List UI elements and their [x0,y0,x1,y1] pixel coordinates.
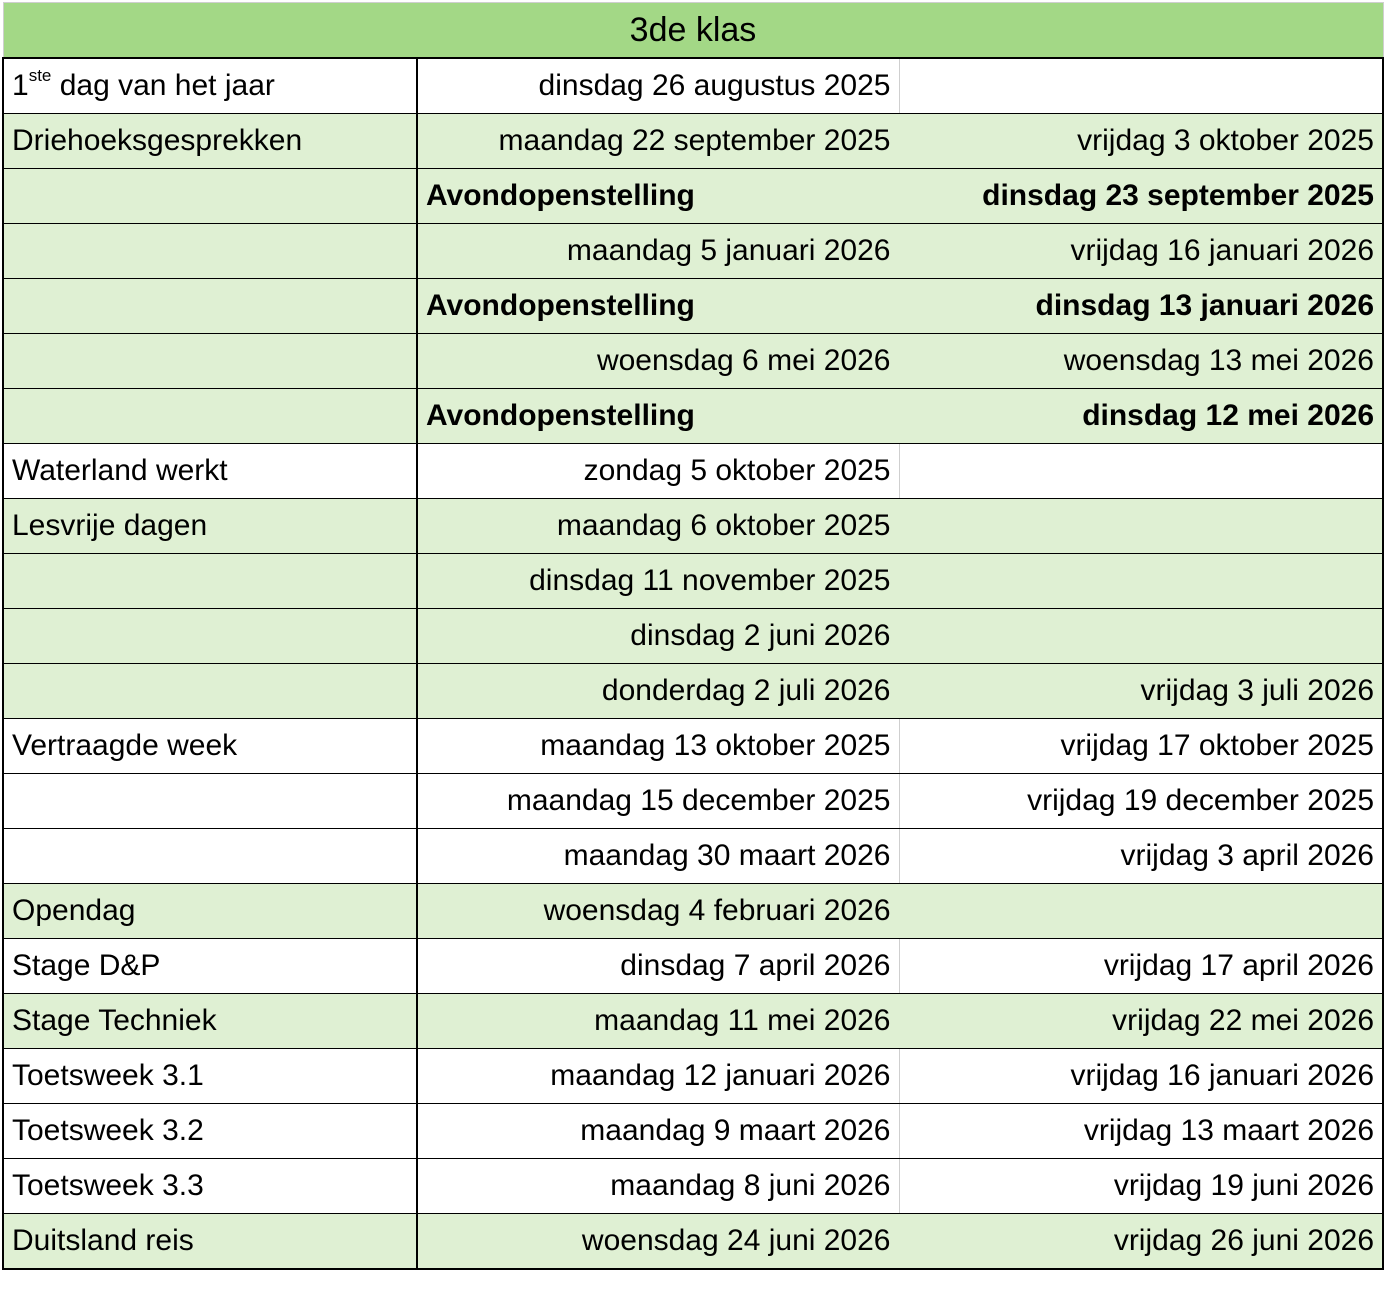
row-end-date: vrijdag 26 juni 2026 [899,1214,1383,1270]
row-label [3,224,417,279]
table-row [3,169,1383,224]
row-start-date: dinsdag 7 april 2026 [417,939,899,994]
row-start-date: woensdag 24 juni 2026 [417,1214,899,1270]
row-label: Vertraagde week [3,719,417,774]
table-row [3,1214,1383,1270]
row-end-date: vrijdag 3 oktober 2025 [899,114,1383,169]
table-row [3,774,1383,829]
row-start-date: zondag 5 oktober 2025 [417,444,899,499]
row-end-date: vrijdag 3 juli 2026 [899,664,1383,719]
row-label [3,609,417,664]
row-end-date [899,609,1383,664]
row-start-date: maandag 30 maart 2026 [417,829,899,884]
row-label: Stage D&P [3,939,417,994]
row-label: Opendag [3,884,417,939]
row-label: Waterland werkt [3,444,417,499]
row-end-date: vrijdag 16 januari 2026 [899,1049,1383,1104]
row-label: Toetsweek 3.2 [3,1104,417,1159]
row-end-date [899,884,1383,939]
table-row [3,609,1383,664]
table-row [3,444,1383,499]
row-end-date: vrijdag 17 oktober 2025 [899,719,1383,774]
table-row [3,664,1383,719]
row-end-date [899,58,1383,114]
row-label [3,774,417,829]
row-end-date: vrijdag 17 april 2026 [899,939,1383,994]
row-start-date: maandag 9 maart 2026 [417,1104,899,1159]
table-row [3,939,1383,994]
table-row [3,58,1383,114]
row-label: Driehoeksgesprekken [3,114,417,169]
table-row [3,334,1383,389]
row-evening-date: dinsdag 23 september 2025 [899,169,1383,224]
schedule-table [2,2,1384,1270]
row-end-date: vrijdag 16 januari 2026 [899,224,1383,279]
row-end-date [899,554,1383,609]
table-row [3,1104,1383,1159]
row-start-date: maandag 6 oktober 2025 [417,499,899,554]
row-label [3,279,417,334]
row-start-date: dinsdag 26 augustus 2025 [417,58,899,114]
row-label: Toetsweek 3.1 [3,1049,417,1104]
row-evening-date: dinsdag 13 januari 2026 [899,279,1383,334]
row-start-date: woensdag 4 februari 2026 [417,884,899,939]
row-start-date: maandag 5 januari 2026 [417,224,899,279]
table-row [3,1049,1383,1104]
row-label: Toetsweek 3.3 [3,1159,417,1214]
table-row [3,279,1383,334]
table-row [3,994,1383,1049]
row-label: Duitsland reis [3,1214,417,1270]
row-label [3,554,417,609]
row-end-date: woensdag 13 mei 2026 [899,334,1383,389]
row-start-date: donderdag 2 juli 2026 [417,664,899,719]
row-start-date: maandag 8 juni 2026 [417,1159,899,1214]
row-start-date: dinsdag 2 juni 2026 [417,609,899,664]
row-evening-label: Avondopenstelling [417,279,899,334]
row-start-date: maandag 13 oktober 2025 [417,719,899,774]
schedule-sheet [2,2,1382,1270]
row-evening-label: Avondopenstelling [417,389,899,444]
table-row [3,499,1383,554]
row-end-date: vrijdag 3 april 2026 [899,829,1383,884]
row-end-date: vrijdag 19 juni 2026 [899,1159,1383,1214]
row-start-date: maandag 15 december 2025 [417,774,899,829]
row-label-first-day: 1ste dag van het jaar [3,58,417,114]
table-row [3,884,1383,939]
table-row [3,719,1383,774]
row-end-date [899,444,1383,499]
row-start-date: woensdag 6 mei 2026 [417,334,899,389]
row-start-date: maandag 11 mei 2026 [417,994,899,1049]
table-row [3,829,1383,884]
row-start-date: dinsdag 11 november 2025 [417,554,899,609]
table-row [3,389,1383,444]
row-evening-date: dinsdag 12 mei 2026 [899,389,1383,444]
row-start-date: maandag 12 januari 2026 [417,1049,899,1104]
row-end-date: vrijdag 19 december 2025 [899,774,1383,829]
row-end-date: vrijdag 22 mei 2026 [899,994,1383,1049]
row-label [3,389,417,444]
table-row [3,1159,1383,1214]
row-label [3,664,417,719]
row-label: Lesvrije dagen [3,499,417,554]
table-title: 3de klas [3,3,1383,59]
row-label: Stage Techniek [3,994,417,1049]
table-row [3,224,1383,279]
row-start-date: maandag 22 september 2025 [417,114,899,169]
row-evening-label: Avondopenstelling [417,169,899,224]
row-end-date [899,499,1383,554]
row-label [3,169,417,224]
row-end-date: vrijdag 13 maart 2026 [899,1104,1383,1159]
row-label [3,829,417,884]
table-row [3,114,1383,169]
table-row [3,554,1383,609]
row-label [3,334,417,389]
